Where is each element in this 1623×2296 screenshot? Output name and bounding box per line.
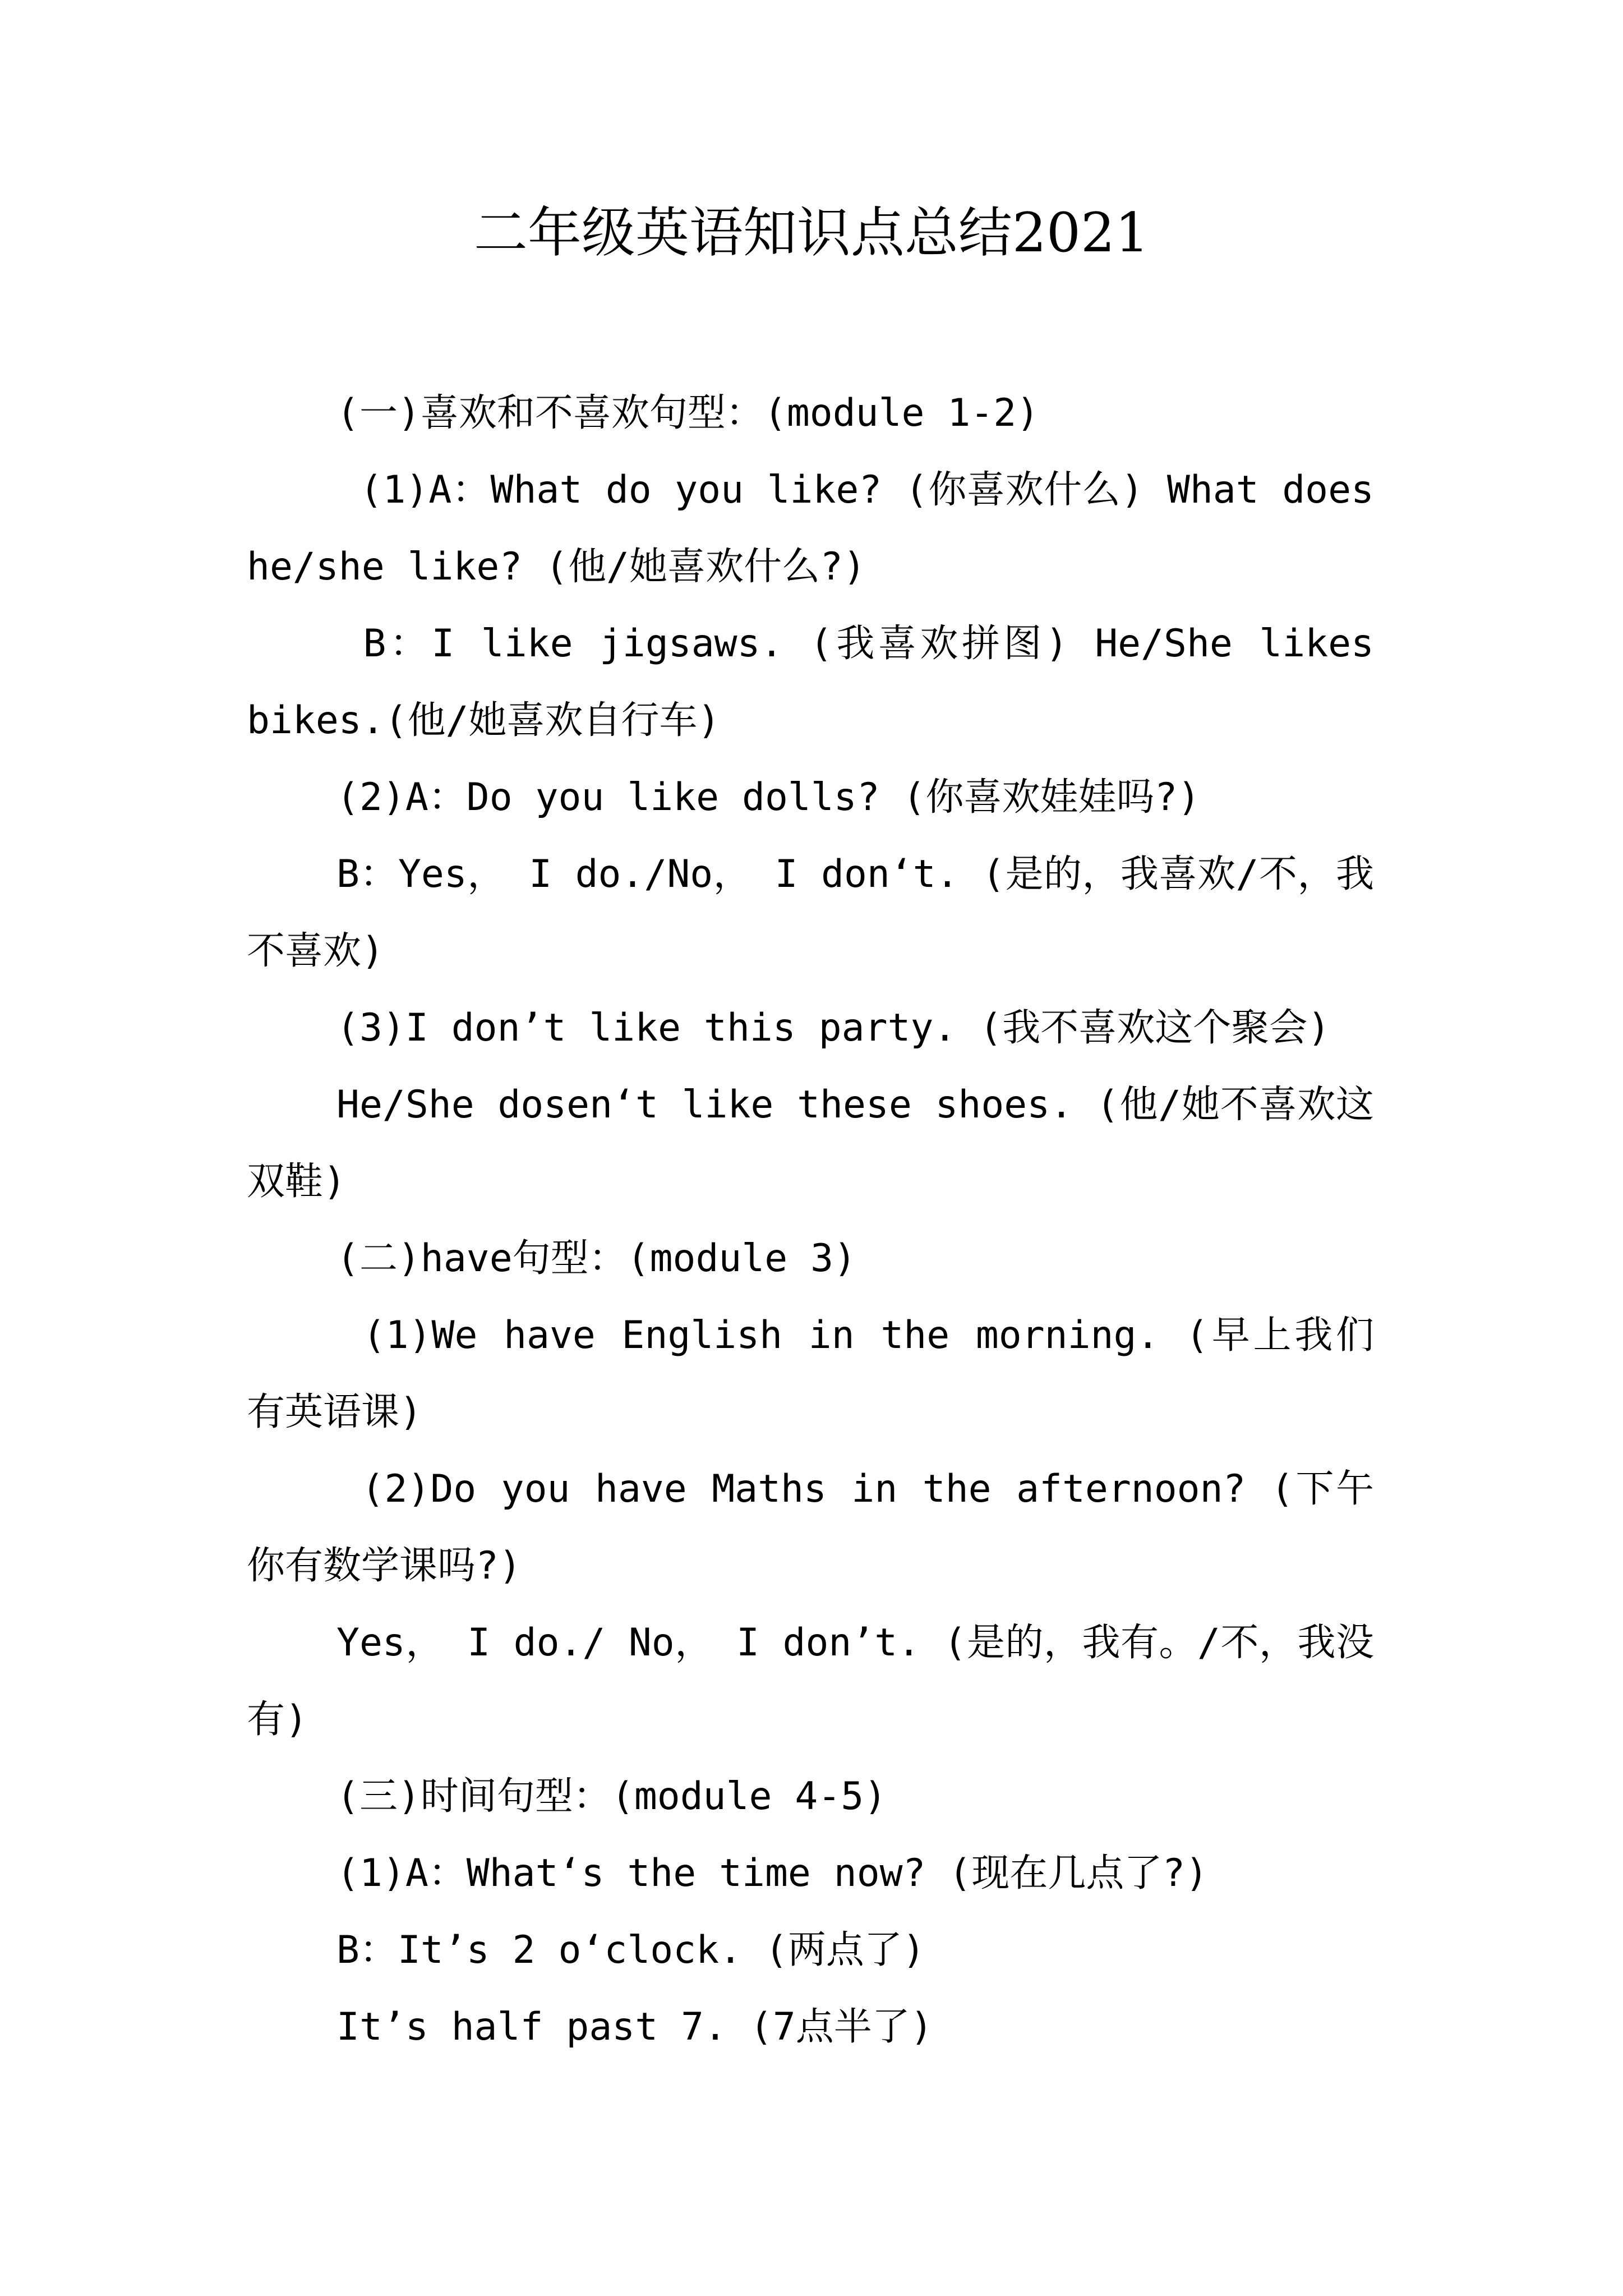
paragraph-yes-i-have: Yes， I do./ No， I don’t. (是的，我有。/不，我没有)	[247, 1621, 1374, 1742]
document-body	[247, 375, 1397, 2065]
paragraph-two-oclock: B：It’s 2 o‘clock. (两点了)	[336, 1928, 925, 1972]
paragraph-i-like-jigsaws: B：I like jigsaws. (我喜欢拼图) He/She likes bikes.(他/她喜欢自行车)	[247, 622, 1397, 743]
section-heading-time: (三)时间句型：(module 4-5)	[336, 1774, 887, 1819]
paragraph-have-english: (1)We have English in the morning. (早上我们有英语课)	[247, 1313, 1374, 1434]
paragraph-have-maths: (2)Do you have Maths in the afternoon? (下午你有数学课吗?)	[247, 1467, 1374, 1588]
section-heading-have: (二)have句型：(module 3)	[336, 1236, 857, 1281]
paragraph-half-past-seven: It’s half past 7. (7点半了)	[336, 2005, 933, 2049]
paragraph-whats-the-time: (1)A：What‘s the time now? (现在几点了?)	[336, 1851, 1209, 1895]
paragraph-doesnt-like-shoes: He/She dosen‘t like these shoes. (他/她不喜欢这双鞋)	[247, 1083, 1374, 1204]
paragraph-do-you-like-dolls: (2)A：Do you like dolls? (你喜欢娃娃吗?)	[336, 775, 1201, 820]
paragraph-dont-like-party: (3)I don’t like this party. (我不喜欢这个聚会)	[336, 1006, 1331, 1050]
paragraph-what-do-you-like: (1)A：What do you like? (你喜欢什么) What does he/she like? (他/她喜欢什么?)	[247, 468, 1397, 589]
section-heading-likes: (一)喜欢和不喜欢句型：(module 1-2)	[336, 391, 1040, 435]
paragraph-yes-i-do: B：Yes， I do./No， I don‘t. (是的，我喜欢/不，我不喜欢)	[247, 852, 1374, 973]
document-title: 二年级英语知识点总结2021	[473, 201, 1150, 264]
